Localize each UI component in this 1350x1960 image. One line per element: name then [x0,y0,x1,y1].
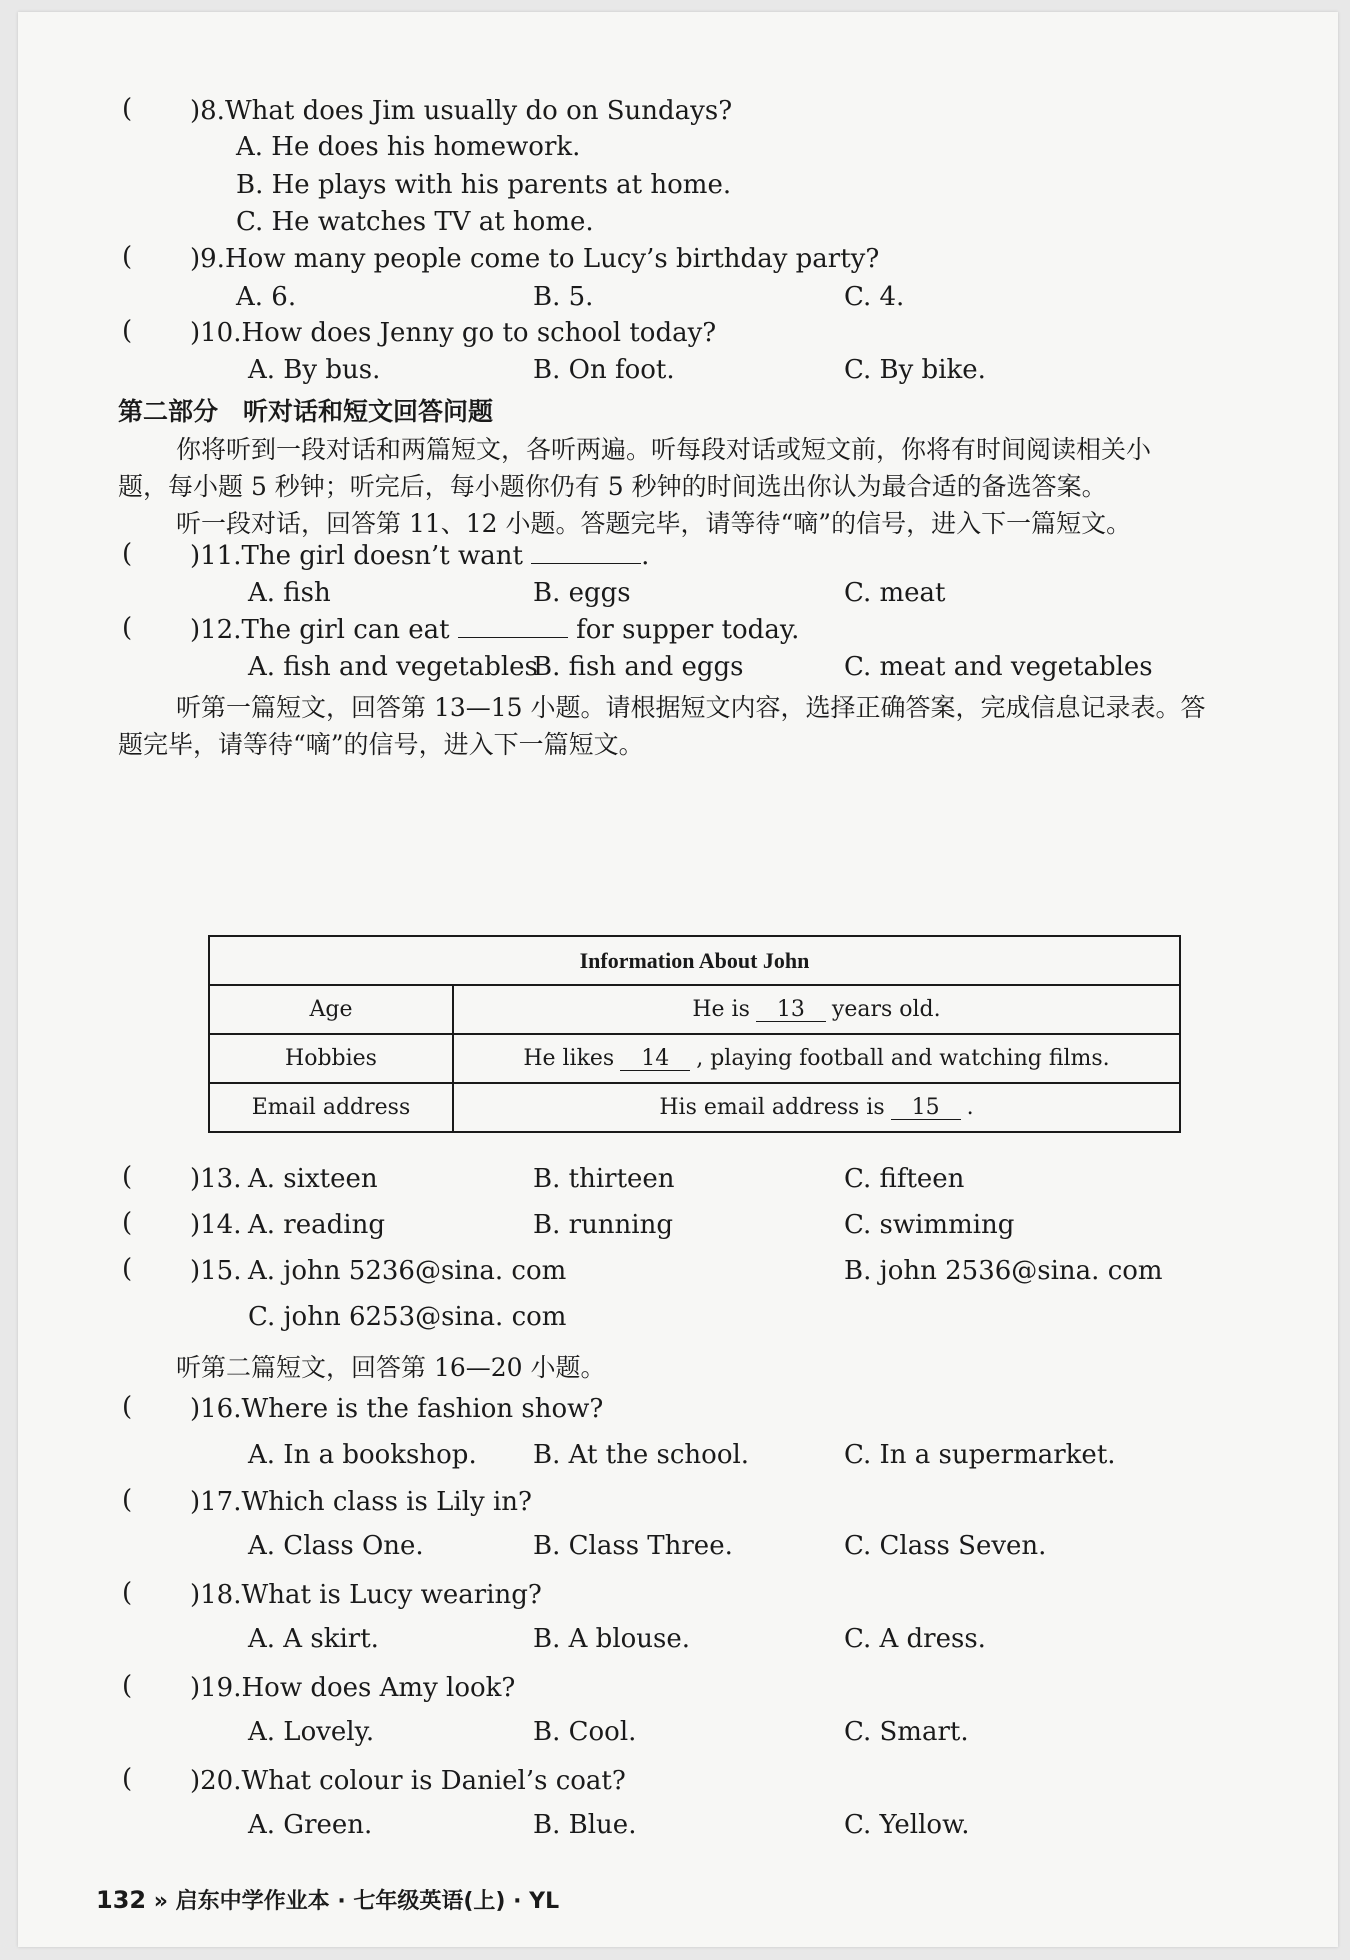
q18-option-a[interactable]: A. A skirt. [248,1624,379,1654]
q19-option-a[interactable]: A. Lovely. [248,1717,375,1747]
table-row [209,1034,1180,1083]
page-footer [96,1884,559,1915]
row-label: Email address [209,1083,453,1132]
q17-option-a[interactable]: A. Class One. [248,1531,424,1561]
q15-option-b[interactable]: B. john 2536@sina. com [844,1256,1163,1286]
q8-option-a[interactable]: A. He does his homework. [236,132,581,162]
q11-option-a[interactable]: A. fish [248,578,331,608]
page-number: 132 [96,1886,147,1914]
q8-option-c[interactable]: C. He watches TV at home. [236,207,594,237]
passage1-instruction-line2: 题完毕，请等待“嘀”的信号，进入下一篇短文。 [118,730,644,759]
section-intro-line1: 你将听到一段对话和两篇短文，各听两遍。听每段对话或短文前，你将有时间阅读相关小 [176,435,1152,464]
table-row [209,985,1180,1034]
table-blank[interactable]: 14 [620,1048,690,1071]
q20-option-a[interactable]: A. Green. [248,1810,373,1840]
q10-option-c[interactable]: C. By bike. [844,355,986,385]
answer-paren[interactable]: ( [122,1208,133,1238]
table-title: Information About John [209,936,1180,985]
question-13: )13. [190,1164,242,1194]
table-blank[interactable]: 15 [891,1097,961,1120]
q15-option-c[interactable]: C. john 6253@sina. com [248,1302,567,1332]
q12-option-c[interactable]: C. meat and vegetables [844,652,1153,682]
question-18: )18.What is Lucy wearing? [190,1580,542,1610]
answer-paren[interactable]: ( [122,94,133,124]
q8-option-b[interactable]: B. He plays with his parents at home. [236,170,732,200]
q16-option-b[interactable]: B. At the school. [533,1440,750,1470]
q19-option-c[interactable]: C. Smart. [844,1717,969,1747]
q9-option-c[interactable]: C. 4. [844,282,905,312]
answer-paren[interactable]: ( [122,1578,133,1608]
question-15: )15. [190,1256,242,1286]
q14-option-c[interactable]: C. swimming [844,1210,1015,1240]
answer-paren[interactable]: ( [122,539,133,569]
passage1-instruction-line1: 听第一篇短文，回答第 13—15 小题。请根据短文内容，选择正确答案，完成信息记录表。答 [176,693,1206,722]
book-title: 启东中学作业本 · 七年级英语(上) · YL [175,1889,560,1914]
question-16: )16.Where is the fashion show? [190,1394,604,1424]
q11-option-b[interactable]: B. eggs [533,578,631,608]
question-11: )11.The girl doesn’t want . [190,541,650,571]
row-value: His email address is 15 . [453,1083,1180,1132]
answer-paren[interactable]: ( [122,1254,133,1284]
q9-option-b[interactable]: B. 5. [533,282,594,312]
q20-option-c[interactable]: C. Yellow. [844,1810,970,1840]
q12-option-a[interactable]: A. fish and vegetables [248,652,538,682]
chevron-right-icon: » [153,1889,168,1914]
fill-blank[interactable] [458,615,568,638]
dialogue-instruction: 听一段对话，回答第 11、12 小题。答题完毕，请等待“嘀”的信号，进入下一篇短文。 [176,509,1132,538]
q15-option-a[interactable]: A. john 5236@sina. com [248,1256,567,1286]
q18-option-c[interactable]: C. A dress. [844,1624,986,1654]
question-20: )20.What colour is Daniel’s coat? [190,1766,626,1796]
exercise-page [18,12,1338,1947]
q11-option-c[interactable]: C. meat [844,578,946,608]
question-10: )10.How does Jenny go to school today? [190,318,717,348]
q16-option-c[interactable]: C. In a supermarket. [844,1440,1116,1470]
q14-option-b[interactable]: B. running [533,1210,674,1240]
q14-option-a[interactable]: A. reading [248,1210,385,1240]
table-row [209,1083,1180,1132]
row-value: He likes 14 , playing football and watching films. [453,1034,1180,1083]
table-blank[interactable]: 13 [756,999,826,1022]
answer-paren[interactable]: ( [122,1392,133,1422]
fill-blank[interactable] [531,541,641,564]
q10-option-a[interactable]: A. By bus. [248,355,381,385]
q18-option-b[interactable]: B. A blouse. [533,1624,691,1654]
row-value: He is 13 years old. [453,985,1180,1034]
question-17: )17.Which class is Lily in? [190,1487,532,1517]
q20-option-b[interactable]: B. Blue. [533,1810,637,1840]
passage2-instruction: 听第二篇短文，回答第 16—20 小题。 [176,1353,606,1382]
q17-option-c[interactable]: C. Class Seven. [844,1531,1047,1561]
row-label: Hobbies [209,1034,453,1083]
answer-paren[interactable]: ( [122,316,133,346]
question-14: )14. [190,1210,242,1240]
section-title: 第二部分 听对话和短文回答问题 [118,397,494,426]
info-table [208,935,1181,1133]
question-8: )8.What does Jim usually do on Sundays? [190,96,733,126]
answer-paren[interactable]: ( [122,1485,133,1515]
question-12: )12.The girl can eat for supper today. [190,615,800,645]
q17-option-b[interactable]: B. Class Three. [533,1531,733,1561]
q13-option-c[interactable]: C. fifteen [844,1164,965,1194]
answer-paren[interactable]: ( [122,242,133,272]
q13-option-a[interactable]: A. sixteen [248,1164,378,1194]
q12-option-b[interactable]: B. fish and eggs [533,652,744,682]
answer-paren[interactable]: ( [122,613,133,643]
question-19: )19.How does Amy look? [190,1673,516,1703]
q19-option-b[interactable]: B. Cool. [533,1717,637,1747]
answer-paren[interactable]: ( [122,1764,133,1794]
question-9: )9.How many people come to Lucy’s birthday party? [190,244,880,274]
q9-option-a[interactable]: A. 6. [236,282,297,312]
section-intro-line2: 题，每小题 5 秒钟；听完后，每小题你仍有 5 秒钟的时间选出你认为最合适的备选答案。 [118,472,1107,501]
answer-paren[interactable]: ( [122,1162,133,1192]
row-label: Age [209,985,453,1034]
q10-option-b[interactable]: B. On foot. [533,355,675,385]
q16-option-a[interactable]: A. In a bookshop. [248,1440,477,1470]
q13-option-b[interactable]: B. thirteen [533,1164,675,1194]
answer-paren[interactable]: ( [122,1671,133,1701]
